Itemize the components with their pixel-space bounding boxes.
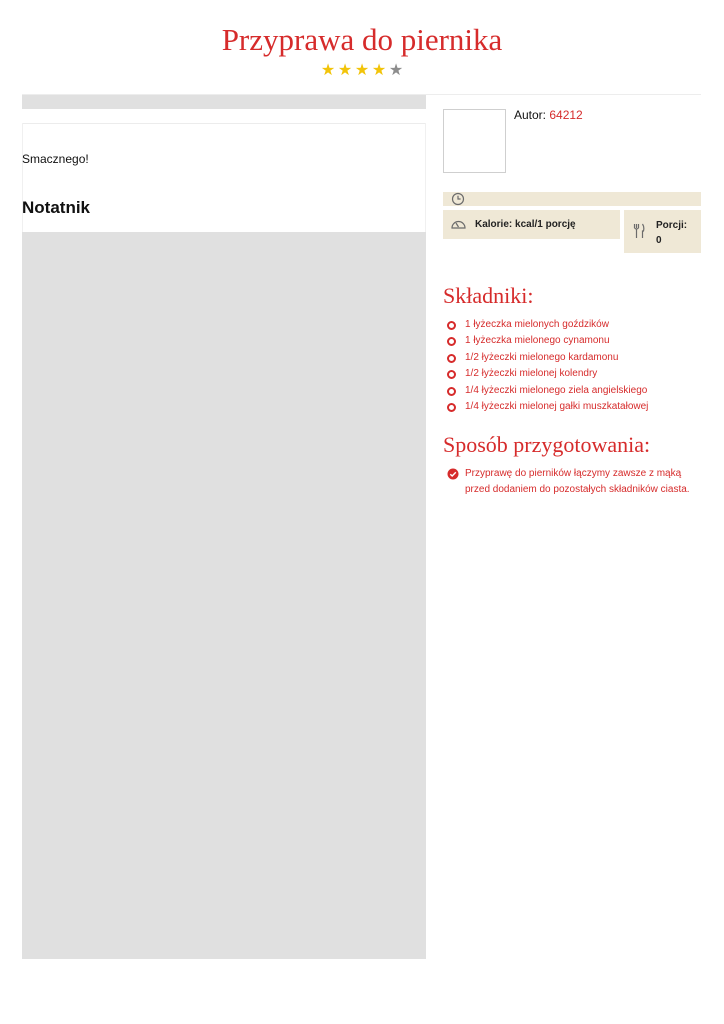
- step-text: Przyprawę do pierników łączymy zawsze z mąką przed dodaniem do pozostałych składników ciasta.: [465, 468, 690, 495]
- notes-area[interactable]: [22, 232, 426, 959]
- star-icon: ★: [337, 62, 353, 79]
- bullet-icon: [447, 354, 456, 363]
- calories-text: Kalorie: kcal/1 porcję: [475, 219, 576, 230]
- left-header-bar: [22, 95, 426, 109]
- ingredient-item: 1/2 łyżeczki mielonej kolendry: [447, 366, 648, 382]
- bullet-icon: [447, 337, 456, 346]
- star-icon: ★: [320, 62, 336, 79]
- portions-box: [624, 210, 701, 253]
- time-bar: [443, 192, 701, 206]
- star-icon: ★: [371, 62, 387, 79]
- ingredient-item: 1/4 łyżeczki mielonego ziela angielskiego: [447, 383, 648, 399]
- bullet-icon: [447, 403, 456, 412]
- author-label: Autor:: [514, 108, 547, 122]
- recipe-photo: [443, 109, 506, 173]
- ingredient-item: 1/2 łyżeczki mielonego kardamonu: [447, 350, 648, 366]
- closing-text: Smacznego!: [22, 152, 89, 166]
- check-circle-icon: [447, 468, 459, 480]
- bullet-icon: [447, 370, 456, 379]
- ingredient-item: 1 łyżeczka mielonych goździków: [447, 317, 648, 333]
- rating-stars: [0, 62, 724, 80]
- portions-value: 0: [656, 235, 662, 246]
- fork-knife-icon: [633, 223, 645, 239]
- ingredients-list: [447, 317, 648, 415]
- ingredient-item: 1 łyżeczka mielonego cynamonu: [447, 333, 648, 349]
- ingredients-title: Składniki:: [443, 283, 534, 308]
- divider: [425, 123, 426, 232]
- notes-title: Notatnik: [22, 198, 90, 217]
- preparation-step: [447, 466, 697, 498]
- preparation-title: Sposób przygotowania:: [443, 432, 651, 457]
- star-icon: ★: [354, 62, 370, 79]
- ingredient-item: 1/4 łyżeczki mielonej gałki muszkatałowej: [447, 399, 648, 415]
- portions-text: [656, 218, 687, 248]
- author-line: [514, 108, 583, 122]
- author-link[interactable]: 64212: [549, 108, 583, 122]
- bullet-icon: [447, 387, 456, 396]
- star-icon: ★: [388, 62, 404, 79]
- recipe-title: Przyprawa do piernika: [221, 22, 503, 57]
- calories-box: [443, 210, 620, 239]
- portions-label: Porcji:: [656, 220, 688, 231]
- gauge-icon: [450, 217, 467, 231]
- bullet-icon: [447, 321, 456, 330]
- description-box: [22, 109, 426, 124]
- clock-icon: [451, 192, 465, 206]
